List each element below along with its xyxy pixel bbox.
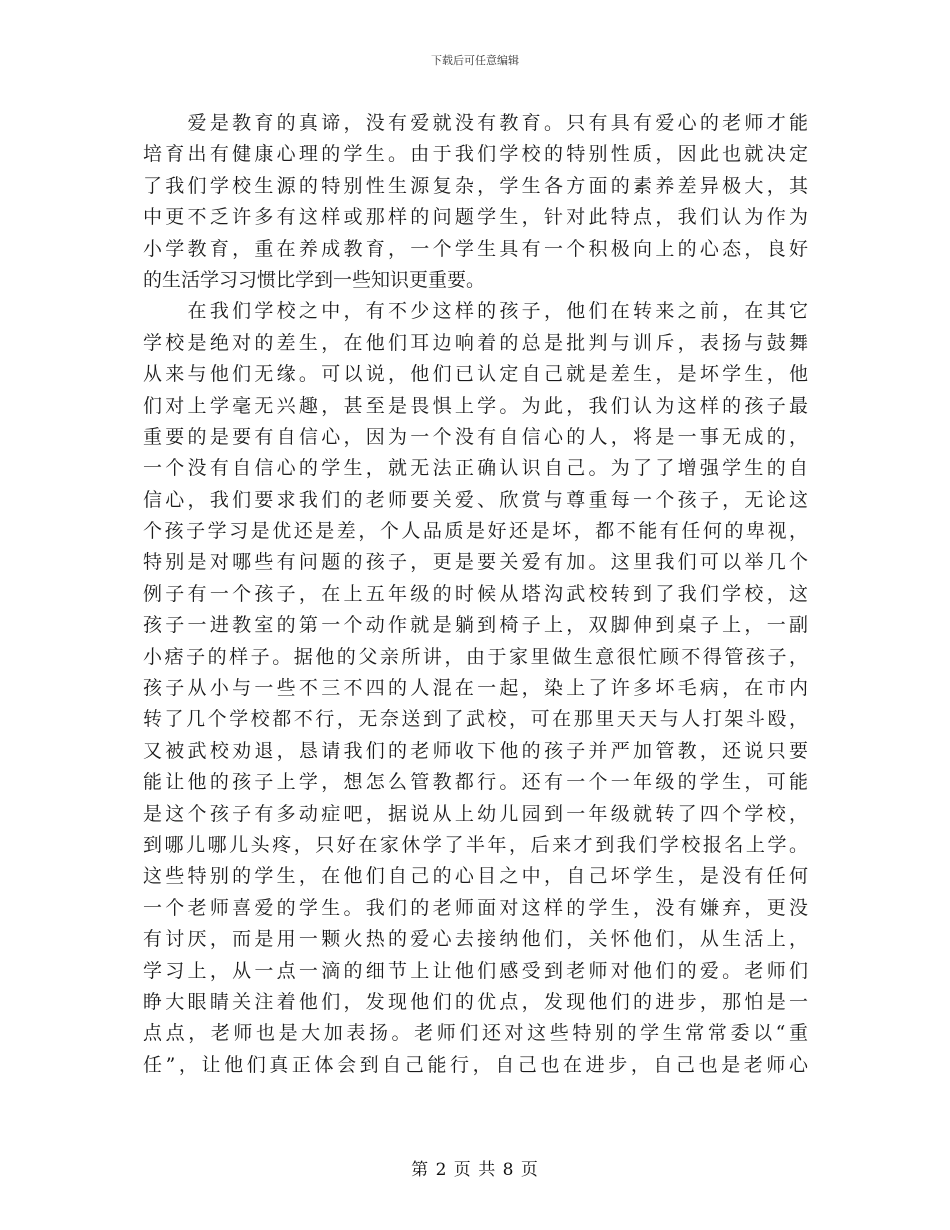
text-line: 一个老师喜爱的学生。我们的老师面对这样的学生，没有嫌弃，更没: [143, 896, 808, 919]
text-line: 例子有一个孩子，在上五年级的时候从塔沟武校转到了我们学校，这: [143, 582, 808, 605]
text-line: 的生活学习习惯比学到一些知识更重要。: [143, 268, 486, 291]
text-line: 到哪儿哪儿头疼，只好在家休学了半年，后来才到我们学校报名上学。: [143, 833, 808, 856]
text-line: 孩子一进教室的第一个动作就是躺到椅子上，双脚伸到桌子上，一副: [143, 614, 808, 637]
text-line: 特别是对哪些有问题的孩子，更是要关爱有加。这里我们可以举几个: [143, 551, 808, 574]
text-line: 能让他的孩子上学，想怎么管教都行。还有一个一年级的学生，可能: [143, 771, 808, 794]
text-line: 孩子从小与一些不三不四的人混在一起，染上了许多坏毛病，在市内: [143, 677, 808, 700]
paragraph-2: [143, 296, 808, 1081]
text-line: 爱是教育的真谛，没有爱就没有教育。只有具有爱心的老师才能: [143, 112, 808, 134]
text-line: 睁大眼睛关注着他们，发现他们的优点，发现他们的进步，那怕是一: [143, 990, 808, 1013]
text-line: 在我们学校之中，有不少这样的孩子，他们在转来之前，在其它: [143, 300, 808, 323]
text-line: 点点，老师也是大加表扬。老师们还对这些特别的学生常常委以“重: [143, 1022, 808, 1045]
text-line: 培育出有健康心理的学生。由于我们学校的特别性质，因此也就决定: [143, 143, 808, 166]
text-line: 从来与他们无缘。可以说，他们已认定自己就是差生，是坏学生，他: [143, 363, 808, 386]
text-line: 学习上，从一点一滴的细节上让他们感受到老师对他们的爱。老师们: [143, 959, 808, 982]
text-line: 学校是绝对的差生，在他们耳边响着的总是批判与训斥，表扬与鼓舞: [143, 331, 808, 354]
text-line: 个孩子学习是优还是差，个人品质是好还是坏，都不能有任何的卑视，: [143, 520, 808, 543]
page-header: 下载后可任意编辑: [431, 54, 519, 67]
paragraph-1: [143, 108, 808, 296]
text-line: 任”，让他们真正体会到自己能行，自己也在进步，自己也是老师心: [143, 1053, 808, 1076]
text-line: 又被武校劝退，恳请我们的老师收下他的孩子并严加管教，还说只要: [143, 739, 808, 762]
text-line: 这些特别的学生，在他们自己的心目之中，自己坏学生，是没有任何: [143, 865, 808, 888]
text-line: 了我们学校生源的特别性生源复杂，学生各方面的素养差异极大，其: [143, 174, 808, 197]
page-footer: 第 2 页 共 8 页: [411, 1160, 539, 1180]
text-line: 重要的是要有自信心，因为一个没有自信心的人，将是一事无成的，: [143, 425, 808, 448]
text-line: 小学教育，重在养成教育，一个学生具有一个积极向上的心态，良好: [143, 237, 808, 260]
text-line: 是这个孩子有多动症吧，据说从上幼儿园到一年级就转了四个学校，: [143, 802, 808, 825]
document-body: [143, 108, 808, 1081]
text-line: 转了几个学校都不行，无奈送到了武校，可在那里天天与人打架斗殴，: [143, 708, 808, 731]
text-line: 信心，我们要求我们的老师要关爱、欣赏与尊重每一个孩子，无论这: [143, 488, 808, 511]
text-line: 中更不乏许多有这样或那样的问题学生，针对此特点，我们认为作为: [143, 206, 808, 229]
text-line: 有讨厌，而是用一颗火热的爱心去接纳他们，关怀他们，从生活上，: [143, 928, 808, 951]
text-line: 们对上学毫无兴趣，甚至是畏惧上学。为此，我们认为这样的孩子最: [143, 394, 808, 417]
text-line: 一个没有自信心的学生，就无法正确认识自己。为了了增强学生的自: [143, 457, 808, 480]
text-line: 小痞子的样子。据他的父亲所讲，由于家里做生意很忙顾不得管孩子，: [143, 645, 808, 668]
